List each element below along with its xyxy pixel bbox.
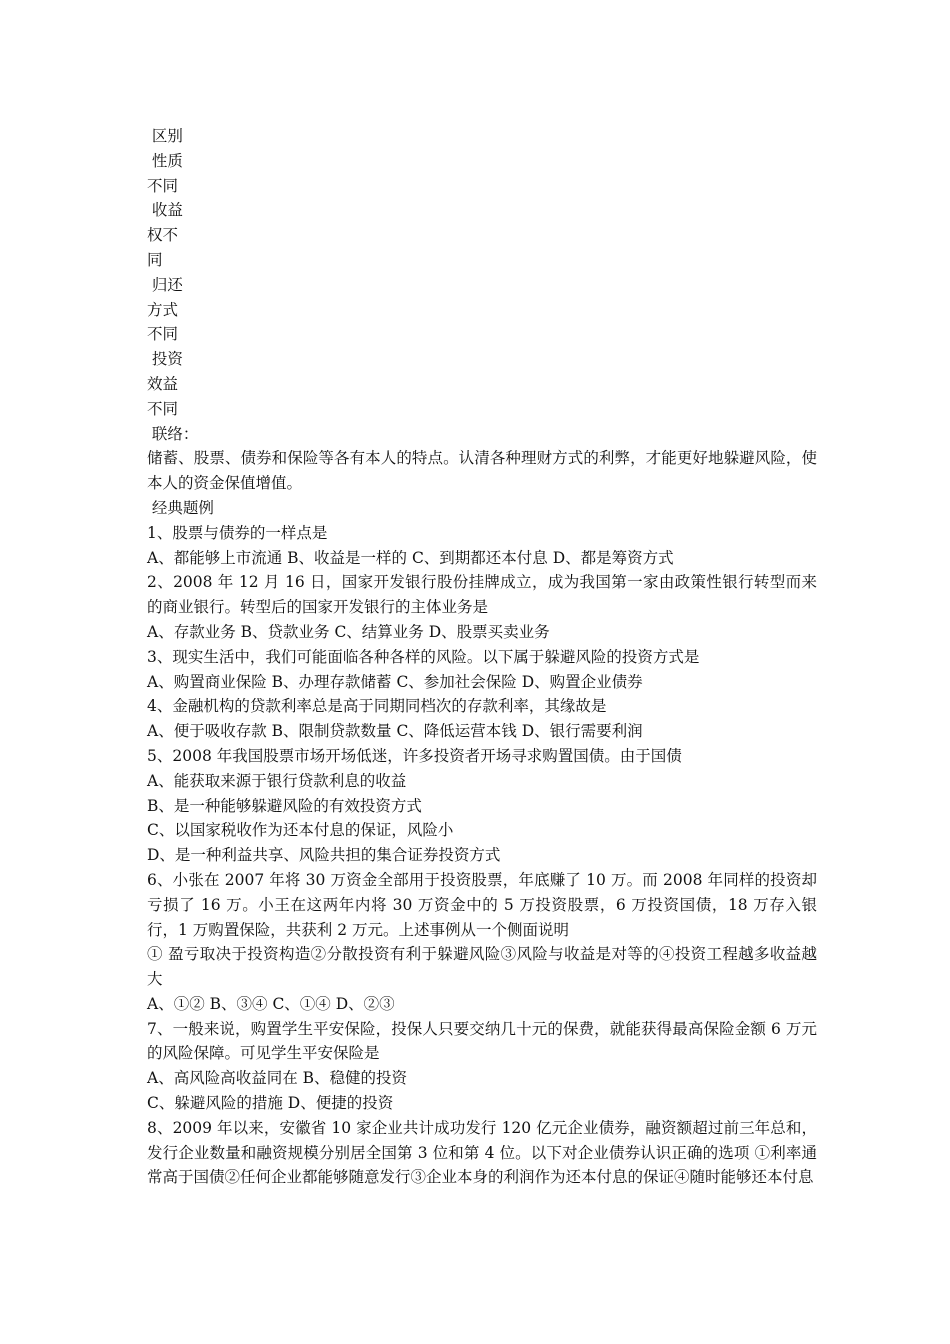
question-option: A、便于吸收存款 B、限制贷款数量 C、降低运营本钱 D、银行需要利润 — [147, 722, 643, 741]
question-option: ① 盈亏取决于投资构造②分散投资有利于躲避风险③风险与收益是对等的④投资工程越多收益越大 — [147, 945, 817, 989]
section-title: 经典题例 — [147, 498, 214, 517]
table-fragment-line: 不同 — [147, 399, 179, 418]
table-fragment-line: 权不 — [147, 226, 179, 245]
question-stem: 3、现实生活中，我们可能面临各种各样的风险。以下属于躲避风险的投资方式是 — [147, 647, 700, 666]
table-fragment-line: 性质 — [147, 151, 183, 170]
question-stem: 8、2009 年以来，安徽省 10 家企业共计成功发行 120 亿元企业债券，融资额超过前三年总和，发行企业数量和融资规模分别居全国第 3 位和第 4 位。以下对企业债券认识正确的选项 ①利率通常高于国债②任何企业都能够随意发行③企业本身的利润作为还本付息的保证④随时能够还本付息 — [147, 1118, 817, 1187]
question-list — [147, 521, 817, 1191]
question-stem: 6、小张在 2007 年将 30 万资金全部用于投资股票，年底赚了 10 万。而 2008 年同样的投资却亏损了 16 万。小王在这两年内将 30 万资金中的 5 万投资股票，6 万投资国债，18 万存入银行，1 万购置保险，共获利 2 万元。上述事例从一个侧面说明 — [147, 870, 817, 939]
question-option: A、高风险高收益同在 B、稳健的投资 — [147, 1069, 408, 1088]
question-item — [147, 521, 817, 571]
table-fragments — [147, 124, 817, 422]
question-option: A、存款业务 B、贷款业务 C、结算业务 D、股票买卖业务 — [147, 622, 550, 641]
question-item — [147, 570, 817, 644]
table-fragment-line: 投资 — [147, 350, 183, 369]
table-fragment-line: 效益 — [147, 374, 179, 393]
question-stem: 4、金融机构的贷款利率总是高于同期同档次的存款利率，其缘故是 — [147, 697, 607, 716]
table-fragment-line: 方式 — [147, 300, 179, 319]
link-text: 储蓄、股票、债券和保险等各有本人的特点。认清各种理财方式的利弊，才能更好地躲避风险，使本人的资金保值增值。 — [147, 449, 817, 493]
document-page — [147, 124, 817, 1190]
question-option: A、①② B、③④ C、①④ D、②③ — [147, 994, 395, 1013]
question-item — [147, 744, 817, 868]
question-stem: 7、一般来说，购置学生平安保险，投保人只要交纳几十元的保费，就能获得最高保险金额 6 万元的风险保障。可见学生平安保险是 — [147, 1019, 817, 1063]
link-heading: 联络： — [147, 424, 199, 443]
table-fragment-line: 不同 — [147, 325, 179, 344]
question-stem: 2、2008 年 12 月 16 日，国家开发银行股份挂牌成立，成为我国第一家由政策性银行转型而来的商业银行。转型后的国家开发银行的主体业务是 — [147, 573, 817, 617]
question-item — [147, 1116, 817, 1190]
question-option: A、都能够上市流通 B、收益是一样的 C、到期都还本付息 D、都是筹资方式 — [147, 548, 674, 567]
question-option: B、是一种能够躲避风险的有效投资方式 — [147, 796, 422, 815]
table-fragment-line: 同 — [147, 250, 163, 269]
table-fragment-line: 区别 — [147, 127, 183, 145]
question-item — [147, 868, 817, 1017]
question-stem: 5、2008 年我国股票市场开场低迷，许多投资者开场寻求购置国债。由于国债 — [147, 746, 682, 765]
question-option: D、是一种利益共享、风险共担的集合证券投资方式 — [147, 846, 501, 865]
question-option: C、以国家税收作为还本付息的保证，风险小 — [147, 821, 454, 840]
question-stem: 1、股票与债券的一样点是 — [147, 523, 328, 542]
question-option: A、能获取来源于银行贷款利息的收益 — [147, 771, 407, 790]
question-option: C、躲避风险的措施 D、便捷的投资 — [147, 1094, 394, 1113]
question-option: A、购置商业保险 B、办理存款储蓄 C、参加社会保险 D、购置企业债券 — [147, 672, 643, 691]
question-item — [147, 1017, 817, 1116]
question-item — [147, 694, 817, 744]
question-item — [147, 645, 817, 695]
table-fragment-line: 不同 — [147, 176, 179, 195]
table-fragment-line: 收益 — [147, 201, 183, 220]
table-fragment-line: 归还 — [147, 275, 183, 294]
